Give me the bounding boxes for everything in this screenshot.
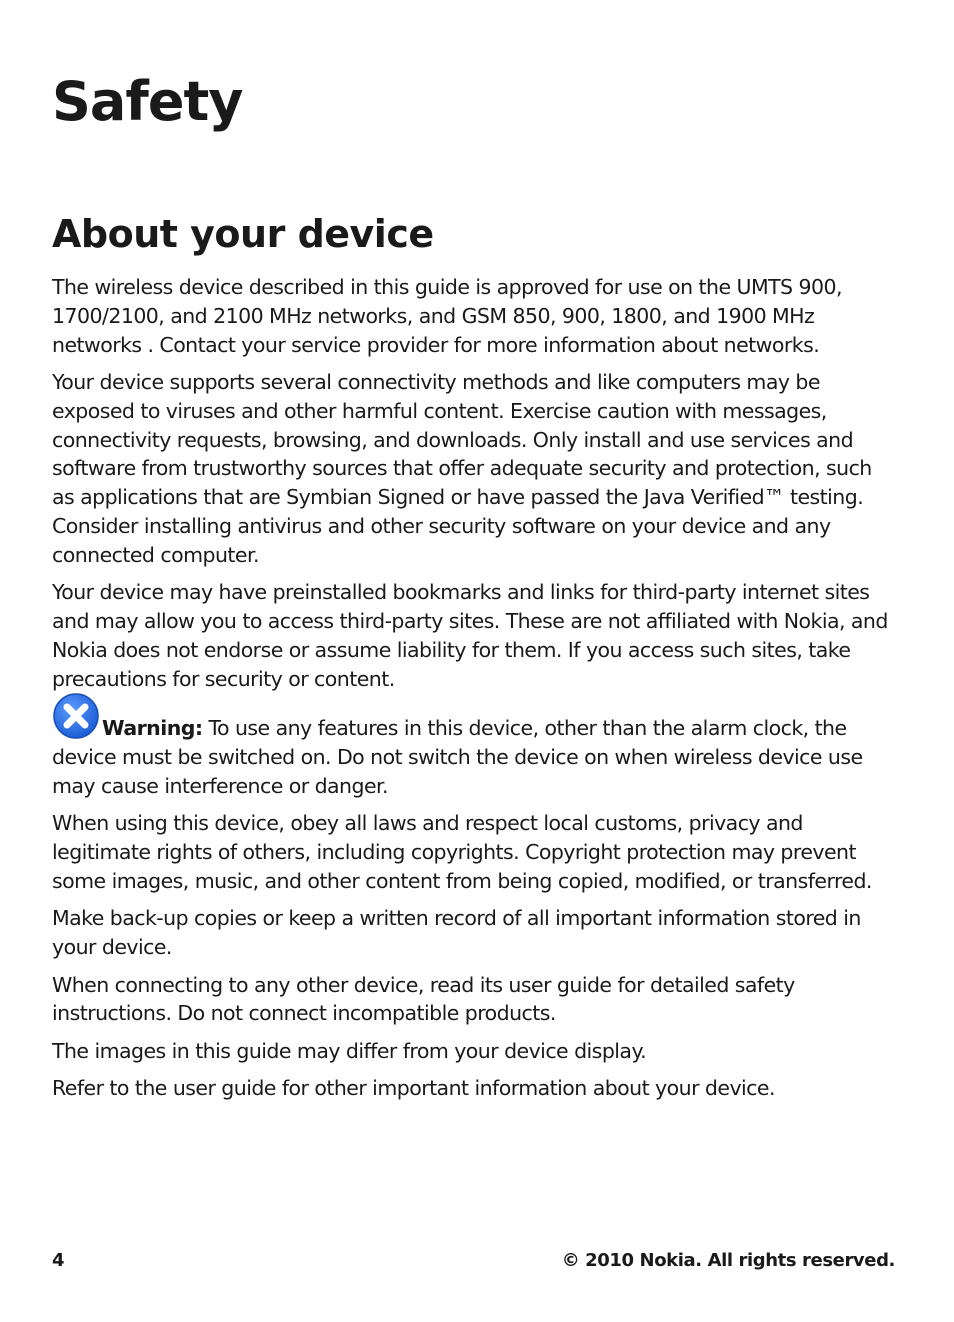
section-title: About your device (52, 212, 434, 256)
warning-note (52, 710, 895, 800)
paragraph-refer: Refer to the user guide for other important information about your device. (52, 1076, 775, 1101)
paragraph-images: The images in this guide may differ from your device display. (52, 1038, 647, 1063)
paragraph-backup: Make back-up copies or keep a written record of all important information stored in your device. (52, 906, 861, 960)
paragraph-connecting: When connecting to any other device, read its user guide for detailed safety instructions. Do not connect incompatible products. (52, 972, 795, 1026)
warning-label: Warning: (102, 716, 203, 741)
warning-text: To use any features in this device, other than the alarm clock, the device must be switched on. Do not switch the device on when wireless device use may cause interference or danger. (52, 716, 863, 798)
paragraph-security: Your device supports several connectivity methods and like computers may be exposed to viruses and other harmful content. Exercise caution with messages, connectivity requests, browsing, and downloads. Only install and use services and software from trustworthy sources that offer adequate security and protection, such as applications that are Symbian Signed or have passed the Java Verified™ testing. Consider installing antivirus and other security software on your device and any connected computer. (52, 369, 872, 567)
chapter-title: Safety (52, 70, 243, 133)
warning-x-icon (52, 692, 100, 740)
paragraph-laws: When using this device, obey all laws and respect local customs, privacy and legitimate rights of others, including copyrights. Copyright protection may prevent some images, music, and other content from being copied, modified, or transferred. (52, 811, 872, 893)
copyright-notice: © 2010 Nokia. All rights reserved. (561, 1250, 895, 1271)
body-text (52, 273, 895, 1111)
paragraph-third-party: Your device may have preinstalled bookmarks and links for third-party internet sites and may allow you to access third-party sites. These are not affiliated with Nokia, and Nokia does not endorse or assume liability for them. If you access such sites, take precautions for security or content. (52, 580, 888, 691)
paragraph-networks: The wireless device described in this guide is approved for use on the UMTS 900, 1700/2100, and 2100 MHz networks, and GSM 850, 900, 1800, and 1900 MHz networks . Contact your service provider for more information about networks. (52, 275, 842, 357)
page-number: 4 (52, 1250, 65, 1271)
